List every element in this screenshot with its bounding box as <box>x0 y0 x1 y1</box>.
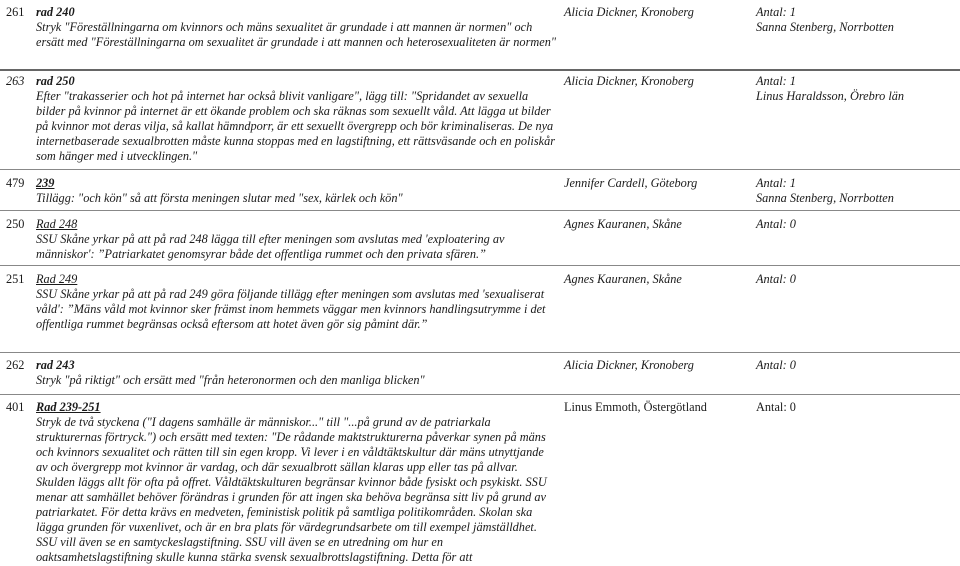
amendment-text: SSU Skåne yrkar på att på rad 248 lägga till efter meningen som avslutas med 'exploatering av människor': ”Patriarkatet genomsyrar både det offentliga rummet och den privata sfären.” <box>36 232 505 261</box>
amendment-count: Antal: 0 <box>756 272 796 286</box>
amendment-number: 261 <box>6 5 25 19</box>
amendment-count: Antal: 0 <box>756 217 796 231</box>
amendment-author: Alicia Dickner, Kronoberg <box>564 5 694 19</box>
amendment-text: Stryk "på riktigt" och ersätt med "från heteronormen och den manliga blicken" <box>36 373 425 387</box>
amendment-body <box>36 176 556 206</box>
row-divider <box>0 169 960 170</box>
amendment-count: Antal: 1 <box>756 176 796 190</box>
amendment-line-ref: Rad 239-251 <box>36 400 101 414</box>
amendment-count: Antal: 0 <box>756 358 796 372</box>
amendment-body <box>36 358 556 388</box>
amendment-body <box>36 272 556 332</box>
amendment-author: Alicia Dickner, Kronoberg <box>564 74 694 88</box>
amendment-body <box>36 217 556 262</box>
amendment-text: Stryk de två styckena ("I dagens samhälle är människor..." till "...på grund av de patriarkala strukturernas förtryck.") och ersätt med texten: "De rådande maktstrukturerna påverkar synen på mäns och kvinnors sexualitet och rätten till sin egen kropp. Vi lever i en våldtäktskultur där mäns utnyttjande av och övergrepp mot kvinnor är vardag, och där sexualbrott sällan klaras upp eller tas på allvar. Skulden läggs allt för ofta på offret. Våldtäktskulturen begränsar kvinnor både fysiskt och psykiskt. SSU menar att samhället behöver förändras i grunden för att ingen ska behöva begränsa sitt liv på grund av patriarkatet. För detta krävs en medveten, feministisk politik på samtliga politikområden. Skolan ska lägga grunden för vuxenlivet, och är en bra plats för värdegrundsarbete om till exempel jämställdhet. SSU vill även se en samtyckeslagstiftning. SSU vill även se en utredning om hur en oaktsamhetslagstiftning skulle kunna stärka svensk sexualbrottslagstiftning. Detta för att <box>36 415 547 564</box>
amendment-number: 479 <box>6 176 25 190</box>
amendment-second: Sanna Stenberg, Norrbotten <box>756 191 894 205</box>
row-divider <box>0 394 960 395</box>
row-divider <box>0 69 960 71</box>
amendment-author: Agnes Kauranen, Skåne <box>564 217 682 231</box>
amendment-author: Linus Emmoth, Östergötland <box>564 400 707 414</box>
amendment-author: Agnes Kauranen, Skåne <box>564 272 682 286</box>
amendment-line-ref: rad 250 <box>36 74 75 88</box>
amendment-body <box>36 400 556 565</box>
amendment-second: Sanna Stenberg, Norrbotten <box>756 20 894 34</box>
row-divider <box>0 265 960 266</box>
amendment-count: Antal: 1 <box>756 74 796 88</box>
amendment-body <box>36 74 556 164</box>
amendment-line-ref: rad 243 <box>36 358 75 372</box>
amendment-text: SSU Skåne yrkar på att på rad 249 göra följande tillägg efter meningen som avslutas med 'sexualiserat våld': ”Mäns våld mot kvinnor sker främst inom hemmets väggar men kvinnors handlingsutrymme i det offentliga rummet begränsas också eftersom att hotet även gör sig påmint där.” <box>36 287 546 331</box>
amendment-number: 262 <box>6 358 25 372</box>
amendment-line-ref: Rad 249 <box>36 272 78 286</box>
amendment-text: Stryk "Föreställningarna om kvinnors och mäns sexualitet är grundade i att mannen är normen" och ersätt med "Föreställningarna om sexualitet är grundade i att mannen och heterosexualiteten är normen" <box>36 20 557 49</box>
amendment-number: 251 <box>6 272 25 286</box>
amendment-count: Antal: 0 <box>756 400 796 414</box>
amendment-number: 401 <box>6 400 25 414</box>
row-divider <box>0 210 960 211</box>
amendment-text: Tillägg: "och kön" så att första meningen slutar med "sex, kärlek och kön" <box>36 191 403 205</box>
amendment-body <box>36 5 556 50</box>
row-divider <box>0 352 960 353</box>
amendment-text: Efter "trakasserier och hot på internet har också blivit vanligare", lägg till: "Spridandet av sexuella bilder på kvinnor på internet är ett ökande problem och ska räknas som sexuellt våld. Att lägga ut bilder på kvinnor mot deras vilja, så kallat hämndporr, är ett sexuellt övergrepp och bör kriminaliseras. De nya internetbaserade sexualbrotten måste kunna stoppas med en lagstiftning, ett rättsväsande och en poliskår som hänger med i utvecklingen." <box>36 89 556 163</box>
amendment-author: Jennifer Cardell, Göteborg <box>564 176 698 190</box>
amendment-line-ref: 239 <box>36 176 55 190</box>
amendment-author: Alicia Dickner, Kronoberg <box>564 358 694 372</box>
amendment-number: 263 <box>6 74 25 88</box>
amendment-line-ref: Rad 248 <box>36 217 78 231</box>
amendment-count: Antal: 1 <box>756 5 796 19</box>
amendment-second: Linus Haraldsson, Örebro län <box>756 89 905 103</box>
amendment-line-ref: rad 240 <box>36 5 75 19</box>
amendment-number: 250 <box>6 217 25 231</box>
